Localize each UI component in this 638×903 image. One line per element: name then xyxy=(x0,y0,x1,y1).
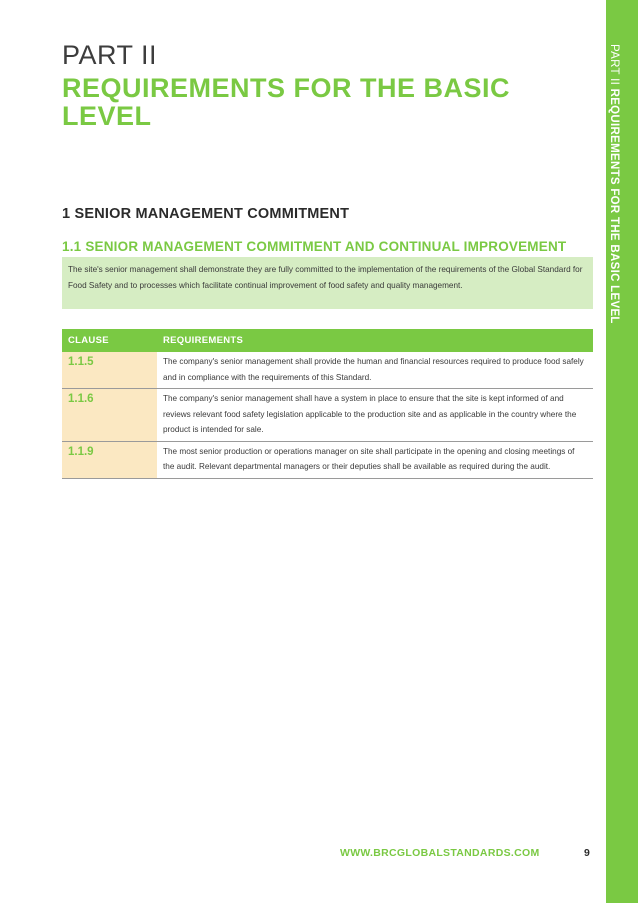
requirements-column-header: REQUIREMENTS xyxy=(157,329,593,352)
table-row xyxy=(62,441,593,478)
page-title: REQUIREMENTS FOR THE BASIC LEVEL xyxy=(62,73,511,131)
requirements-table xyxy=(62,329,593,479)
requirement-text: The company's senior management shall provide the human and financial resources required to produce food safely and in compliance with the requirements of this Standard. xyxy=(157,352,593,389)
requirement-text: The company's senior management shall have a system in place to ensure that the site is kept informed of and reviews relevant food safety legislation applicable to the production site and as applicable in the country where the product is intended for sale. xyxy=(157,389,593,442)
statement-of-intent: The site's senior management shall demonstrate they are fully committed to the implementation of the requirements of the Global Standard for Food Safety and to processes which facilitate continual improvement of food safety and quality management. xyxy=(62,257,593,309)
clause-number: 1.1.6 xyxy=(62,389,157,442)
clause-column-header: CLAUSE xyxy=(62,329,157,352)
side-tab-title: REQUIREMENTS FOR THE BASIC LEVEL xyxy=(608,88,620,324)
table-header-row xyxy=(62,329,593,352)
table-row xyxy=(62,389,593,442)
clause-number: 1.1.9 xyxy=(62,441,157,478)
clause-number: 1.1.5 xyxy=(62,352,157,389)
page-number: 9 xyxy=(584,847,590,859)
part-label: PART II xyxy=(62,40,158,70)
requirement-text: The most senior production or operations manager on site shall participate in the opening and closing meetings of the audit. Relevant departmental managers or their deputies shall be available as required during the audit. xyxy=(157,441,593,478)
footer-url[interactable]: WWW.BRCGLOBALSTANDARDS.COM xyxy=(340,847,540,859)
section-heading: 1 SENIOR MANAGEMENT COMMITMENT xyxy=(62,206,350,222)
subsection-heading: 1.1 SENIOR MANAGEMENT COMMITMENT AND CONTINUAL IMPROVEMENT xyxy=(62,239,567,254)
side-tab-label xyxy=(608,44,620,324)
table-row xyxy=(62,352,593,389)
side-tab-part-label: PART II xyxy=(608,44,620,86)
